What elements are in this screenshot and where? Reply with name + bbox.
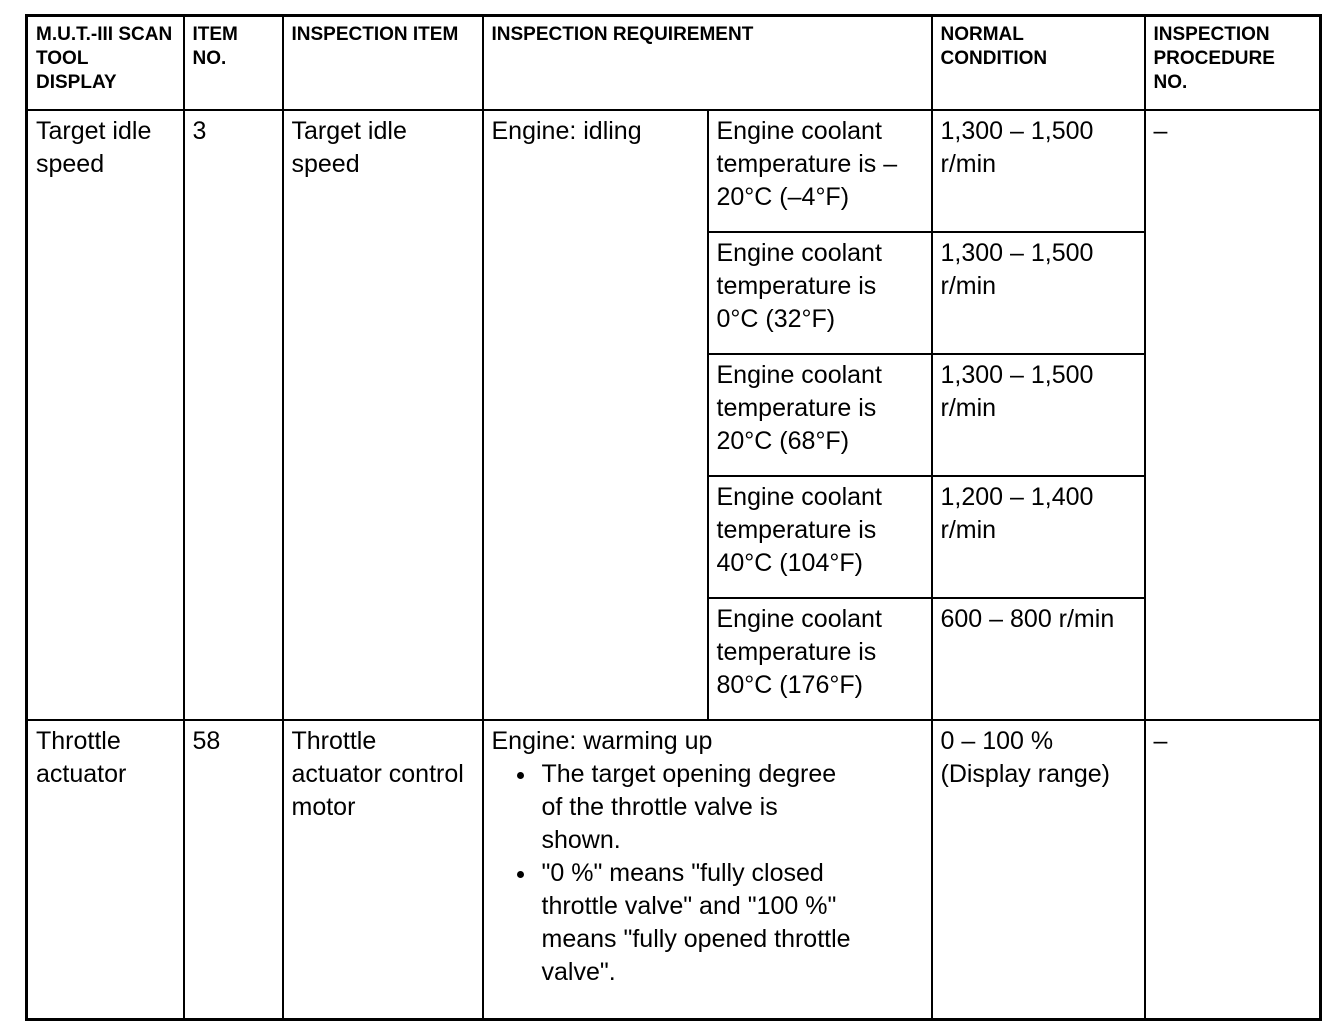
header-item-no: ITEM NO. [184,16,283,110]
cell-display: Target idle speed [27,110,184,720]
header-inspection-item: INSPECTION ITEM [283,16,483,110]
cell-inspection-item: Target idle speed [283,110,483,720]
row-target-idle-speed-1 [27,110,1321,232]
cell-normal-condition: 600 – 800 r/min [932,598,1145,720]
cell-procedure-no: – [1145,720,1321,1020]
cell-inspection-item: Throttle actuator control motor [283,720,483,1020]
cell-coolant-condition: Engine coolant temperature is 20°C (68°F) [708,354,932,476]
header-scan-tool-display: M.U.T.-III SCAN TOOL DISPLAY [27,16,184,110]
bullet-item: • "0 %" means "fully closed throttle valve" and "100 %" means "fully opened throttle valve". [538,857,856,989]
cell-normal-condition: 0 – 100 % (Display range) [932,720,1145,1020]
header-inspection-procedure-no: INSPECTION PROCEDURE NO. [1145,16,1321,110]
table-header-row [27,16,1321,110]
cell-normal-condition: 1,200 – 1,400 r/min [932,476,1145,598]
cell-coolant-condition: Engine coolant temperature is –20°C (–4°F) [708,110,932,232]
row-throttle-actuator [27,720,1321,1020]
cell-coolant-condition: Engine coolant temperature is 0°C (32°F) [708,232,932,354]
cell-normal-condition: 1,300 – 1,500 r/min [932,354,1145,476]
cell-normal-condition: 1,300 – 1,500 r/min [932,110,1145,232]
cell-item-no: 58 [184,720,283,1020]
cell-normal-condition: 1,300 – 1,500 r/min [932,232,1145,354]
cell-requirement: Engine: idling [483,110,708,720]
cell-display: Throttle actuator [27,720,184,1020]
bullet-item: • The target opening degree of the throttle valve is shown. [538,758,856,857]
cell-coolant-condition: Engine coolant temperature is 80°C (176°F) [708,598,932,720]
header-inspection-requirement: INSPECTION REQUIREMENT [483,16,932,110]
scan-tool-data-table [25,14,1322,1021]
requirement-bullet-list [492,758,921,989]
cell-procedure-no: – [1145,110,1321,720]
cell-coolant-condition: Engine coolant temperature is 40°C (104°F) [708,476,932,598]
cell-requirement [483,720,932,1020]
header-normal-condition: NORMAL CONDITION [932,16,1145,110]
cell-item-no: 3 [184,110,283,720]
requirement-heading: Engine: warming up [491,726,713,755]
